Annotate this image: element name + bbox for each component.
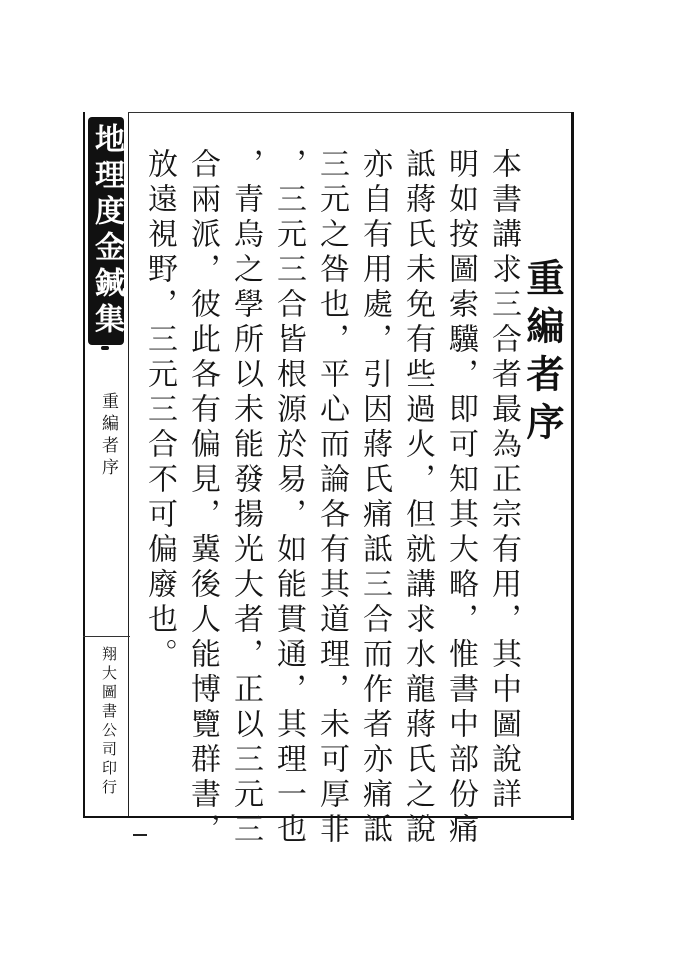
book-title: 地理度金鍼集	[89, 123, 124, 339]
frame-top-line	[128, 112, 574, 113]
margin-divider-line	[128, 112, 129, 818]
text-column: 合兩派，彼此各有偏見，冀後人能博覽群書，	[185, 148, 220, 848]
frame-right-line	[571, 112, 574, 820]
text-column: 明如按圖索驥，即可知其大略，惟書中部份痛	[443, 148, 478, 848]
text-column: 亦自有用處，引因蔣氏痛詆三合而作者亦痛詆	[357, 148, 392, 848]
preface-body-text	[138, 148, 525, 848]
margin-separator	[83, 636, 130, 637]
title-mark	[101, 346, 109, 350]
page-number-mark	[133, 834, 147, 836]
text-column: ，青烏之學所以未能發揚光大者，正以三元三	[228, 148, 263, 848]
section-label: 重編者序	[98, 392, 118, 480]
text-column: 三元之咎也，平心而論各有其道理，未可厚非	[314, 148, 349, 848]
preface-heading: 重編者序	[520, 258, 564, 450]
text-column: 本書講求三合者最為正宗有用，其中圖說詳	[486, 148, 521, 813]
frame-left-line	[83, 112, 85, 818]
text-column: 放遠視野，三元三合不可偏廢也。	[142, 148, 177, 673]
text-column: ，三元三合皆根源於易，如能貫通，其理一也	[271, 148, 306, 848]
publisher-imprint: 翔大圖書公司印行	[100, 646, 118, 798]
text-column: 詆蔣氏未免有些過火，但就講求水龍蔣氏之說	[400, 148, 435, 848]
